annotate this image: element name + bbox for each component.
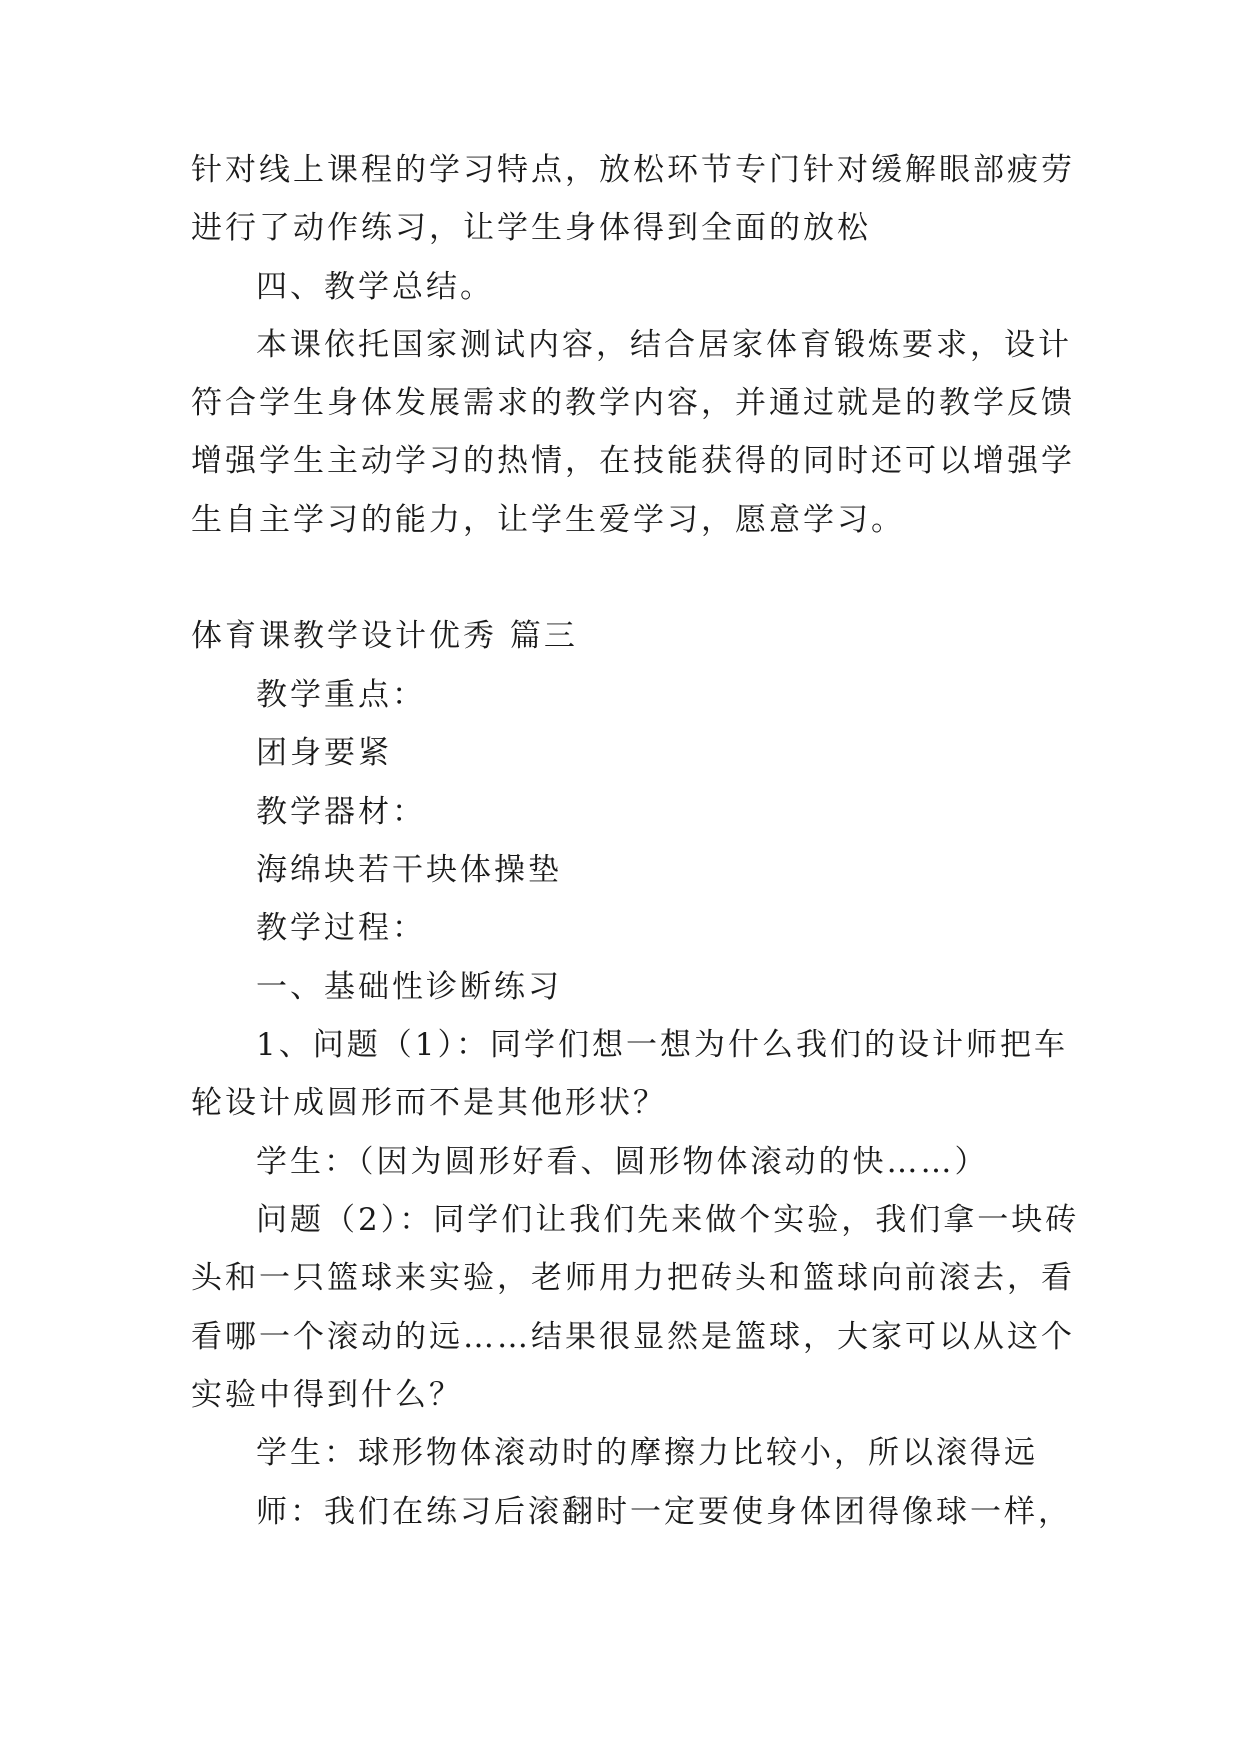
paragraph-line: 针对线上课程的学习特点，放松环节专门针对缓解眼部疲劳 [191,152,1075,188]
paragraph-line: 生自主学习的能力，让学生爱学习，愿意学习。 [191,502,905,538]
section-heading: 一、基础性诊断练习 [256,969,562,1005]
value-line: 团身要紧 [256,735,392,771]
paragraph-line: 轮设计成圆形而不是其他形状？ [191,1085,667,1121]
paragraph-line: 进行了动作练习，让学生身体得到全面的放松 [191,210,871,246]
section-heading: 四、教学总结。 [256,269,494,305]
paragraph-line: 符合学生身体发展需求的教学内容，并通过就是的教学反馈 [191,385,1075,421]
label-line: 教学器材： [256,794,426,830]
paragraph-line: 师：我们在练习后滚翻时一定要使身体团得像球一样， [256,1494,1072,1530]
label-line: 教学过程： [256,910,426,946]
paragraph-line: 学生：球形物体滚动时的摩擦力比较小，所以滚得远 [256,1435,1038,1471]
paragraph-line: 看哪一个滚动的远……结果很显然是篮球，大家可以从这个 [191,1319,1075,1355]
paragraph-line: 实验中得到什么？ [191,1377,463,1413]
paragraph-line: 问题（2）：同学们让我们先来做个实验，我们拿一块砖 [256,1202,1080,1238]
paragraph-line: 增强学生主动学习的热情，在技能获得的同时还可以增强学 [191,443,1075,479]
paragraph-line: 头和一只篮球来实验，老师用力把砖头和篮球向前滚去，看 [191,1260,1075,1296]
article-title: 体育课教学设计优秀 篇三 [191,618,578,654]
value-line: 海绵块若干块体操垫 [256,852,562,888]
paragraph-line: 1、问题（1）：同学们想一想为什么我们的设计师把车 [256,1027,1068,1063]
label-line: 教学重点： [256,677,426,713]
paragraph-line: 本课依托国家测试内容，结合居家体育锻炼要求，设计 [256,327,1072,363]
paragraph-line: 学生：（因为圆形好看、圆形物体滚动的快……） [256,1144,989,1180]
